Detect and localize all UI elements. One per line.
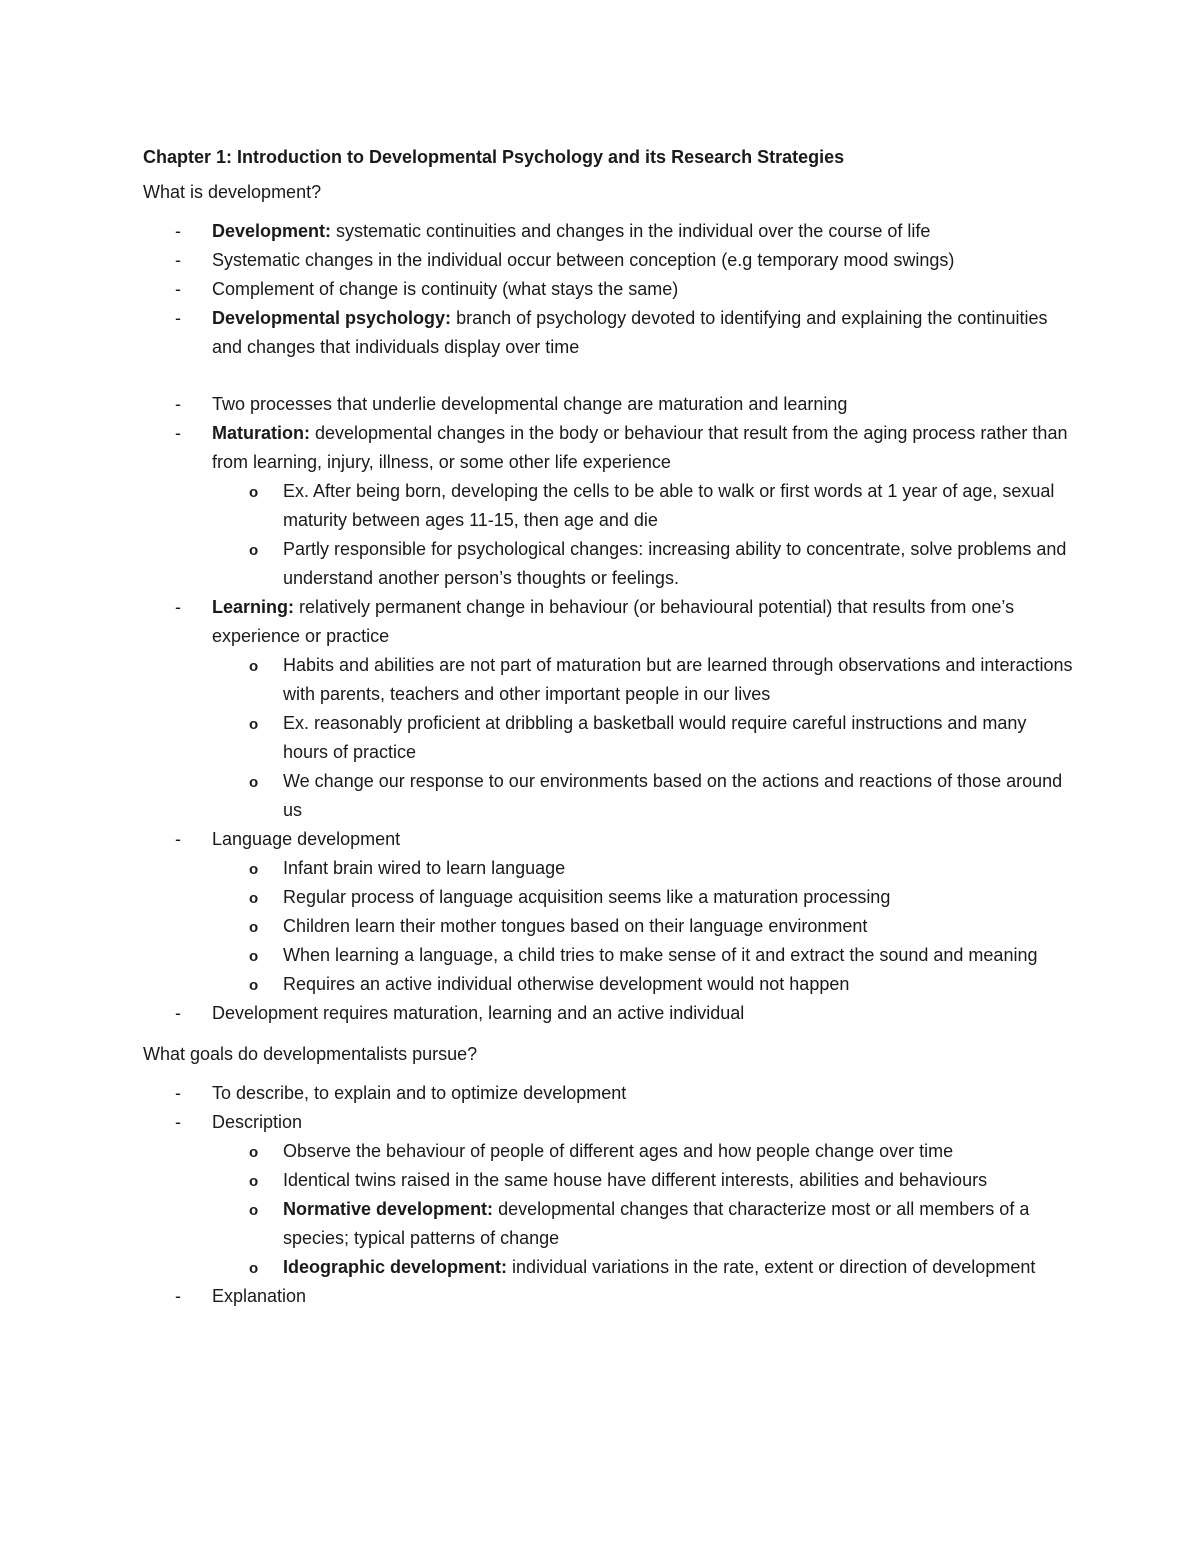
list-item xyxy=(143,1079,1073,1108)
list-item xyxy=(143,275,1073,304)
item-text: Regular process of language acquisition seems like a maturation processing xyxy=(283,887,891,907)
sub-list-item xyxy=(143,1166,1073,1195)
term: Developmental psychology: xyxy=(212,308,452,328)
sub-list-item xyxy=(143,883,1073,912)
dash-marker: - xyxy=(175,1286,181,1306)
sub-bullet-marker: o xyxy=(249,1173,259,1190)
sub-list-item xyxy=(143,767,1073,825)
sub-list-item xyxy=(143,709,1073,767)
dash-marker: - xyxy=(175,423,181,443)
item-text: Language development xyxy=(212,829,401,849)
dash-marker: - xyxy=(175,250,181,270)
term: Learning: xyxy=(212,597,295,617)
sub-bullet-marker: o xyxy=(249,890,259,907)
definition: relatively permanent change in behaviour (or behavioural potential) that results from one’s experience or practice xyxy=(212,597,1015,646)
bullet-list xyxy=(143,217,1073,362)
list-item xyxy=(143,1282,1073,1311)
list-item xyxy=(143,419,1073,477)
item-text: Identical twins raised in the same house have different interests, abilities and behaviours xyxy=(283,1170,988,1190)
dash-marker: - xyxy=(175,1112,181,1132)
sub-bullet-marker: o xyxy=(249,1202,259,1219)
chapter-title: Chapter 1: Introduction to Developmental Psychology and its Research Strategies xyxy=(143,147,845,167)
sub-list-item xyxy=(143,854,1073,883)
item-text: Observe the behaviour of people of different ages and how people change over time xyxy=(283,1141,954,1161)
section-heading: What is development? xyxy=(143,182,322,202)
term: Maturation: xyxy=(212,423,310,443)
item-text: Systematic changes in the individual occur between conception (e.g temporary mood swings) xyxy=(212,250,955,270)
dash-marker: - xyxy=(175,597,181,617)
dash-marker: - xyxy=(175,1083,181,1103)
sub-bullet-marker: o xyxy=(249,919,259,936)
term: Ideographic development: xyxy=(283,1257,508,1277)
list-item xyxy=(143,304,1073,362)
dash-marker: - xyxy=(175,308,181,328)
list-item xyxy=(143,390,1073,419)
definition: developmental changes that characterize most or all members of a species; typical patterns of change xyxy=(283,1199,1030,1248)
definition: developmental changes in the body or behaviour that result from the aging process rather than from learning, injury, illness, or some other life experience xyxy=(212,423,1068,472)
list-item xyxy=(143,246,1073,275)
sub-bullet-marker: o xyxy=(249,977,259,994)
item-text: Development requires maturation, learning and an active individual xyxy=(212,1003,745,1023)
section-heading: What goals do developmentalists pursue? xyxy=(143,1044,478,1064)
list-item xyxy=(143,825,1073,854)
sub-list-item xyxy=(143,651,1073,709)
sub-list-item xyxy=(143,1137,1073,1166)
item-text: Partly responsible for psychological changes: increasing ability to concentrate, solve problems and understand another person’s thoughts or feelings. xyxy=(283,539,1067,588)
definition: branch of psychology devoted to identifying and explaining the continuities and changes that individuals display over time xyxy=(212,308,1048,357)
item-text: Complement of change is continuity (what stays the same) xyxy=(212,279,679,299)
sub-bullet-marker: o xyxy=(249,716,259,733)
dash-marker: - xyxy=(175,279,181,299)
list-item xyxy=(143,217,1073,246)
sub-list-item xyxy=(143,1253,1073,1282)
bullet-list xyxy=(143,1079,1073,1311)
item-text: Description xyxy=(212,1112,303,1132)
spacer xyxy=(143,1028,1073,1040)
item-text: Ex. After being born, developing the cells to be able to walk or first words at 1 year of age, sexual maturity between ages 11-15, then age and die xyxy=(283,481,1055,530)
sub-bullet-marker: o xyxy=(249,948,259,965)
item-text: Ex. reasonably proficient at dribbling a basketball would require careful instructions and many hours of practice xyxy=(283,713,1027,762)
item-text: Requires an active individual otherwise development would not happen xyxy=(283,974,850,994)
item-text: We change our response to our environments based on the actions and reactions of those around us xyxy=(283,771,1063,820)
bullet-list xyxy=(143,390,1073,1028)
definition: individual variations in the rate, extent or direction of development xyxy=(507,1257,1036,1277)
item-text: Two processes that underlie developmental change are maturation and learning xyxy=(212,394,848,414)
document-content xyxy=(143,143,1073,1311)
list-item xyxy=(143,999,1073,1028)
sub-list-item xyxy=(143,941,1073,970)
dash-marker: - xyxy=(175,1003,181,1023)
item-text: When learning a language, a child tries to make sense of it and extract the sound and meaning xyxy=(283,945,1038,965)
dash-marker: - xyxy=(175,829,181,849)
item-text: Children learn their mother tongues based on their language environment xyxy=(283,916,868,936)
dash-marker: - xyxy=(175,394,181,414)
sub-bullet-marker: o xyxy=(249,1260,259,1277)
sub-list-item xyxy=(143,1195,1073,1253)
item-text: Infant brain wired to learn language xyxy=(283,858,566,878)
item-text: Habits and abilities are not part of maturation but are learned through observations and interactions with parents, teachers and other important people in our lives xyxy=(283,655,1073,704)
term: Development: xyxy=(212,221,332,241)
item-text: Explanation xyxy=(212,1286,307,1306)
list-item xyxy=(143,1108,1073,1137)
item-text: To describe, to explain and to optimize development xyxy=(212,1083,627,1103)
sub-bullet-marker: o xyxy=(249,861,259,878)
dash-marker: - xyxy=(175,221,181,241)
term: Normative development: xyxy=(283,1199,494,1219)
definition: systematic continuities and changes in the individual over the course of life xyxy=(331,221,931,241)
sub-bullet-marker: o xyxy=(249,542,259,559)
sub-list-item xyxy=(143,535,1073,593)
sub-bullet-marker: o xyxy=(249,1144,259,1161)
sub-list-item xyxy=(143,970,1073,999)
sub-bullet-marker: o xyxy=(249,658,259,675)
sub-list-item xyxy=(143,477,1073,535)
sub-list-item xyxy=(143,912,1073,941)
sub-bullet-marker: o xyxy=(249,484,259,501)
list-item xyxy=(143,593,1073,651)
sub-bullet-marker: o xyxy=(249,774,259,791)
spacer xyxy=(143,362,1073,390)
